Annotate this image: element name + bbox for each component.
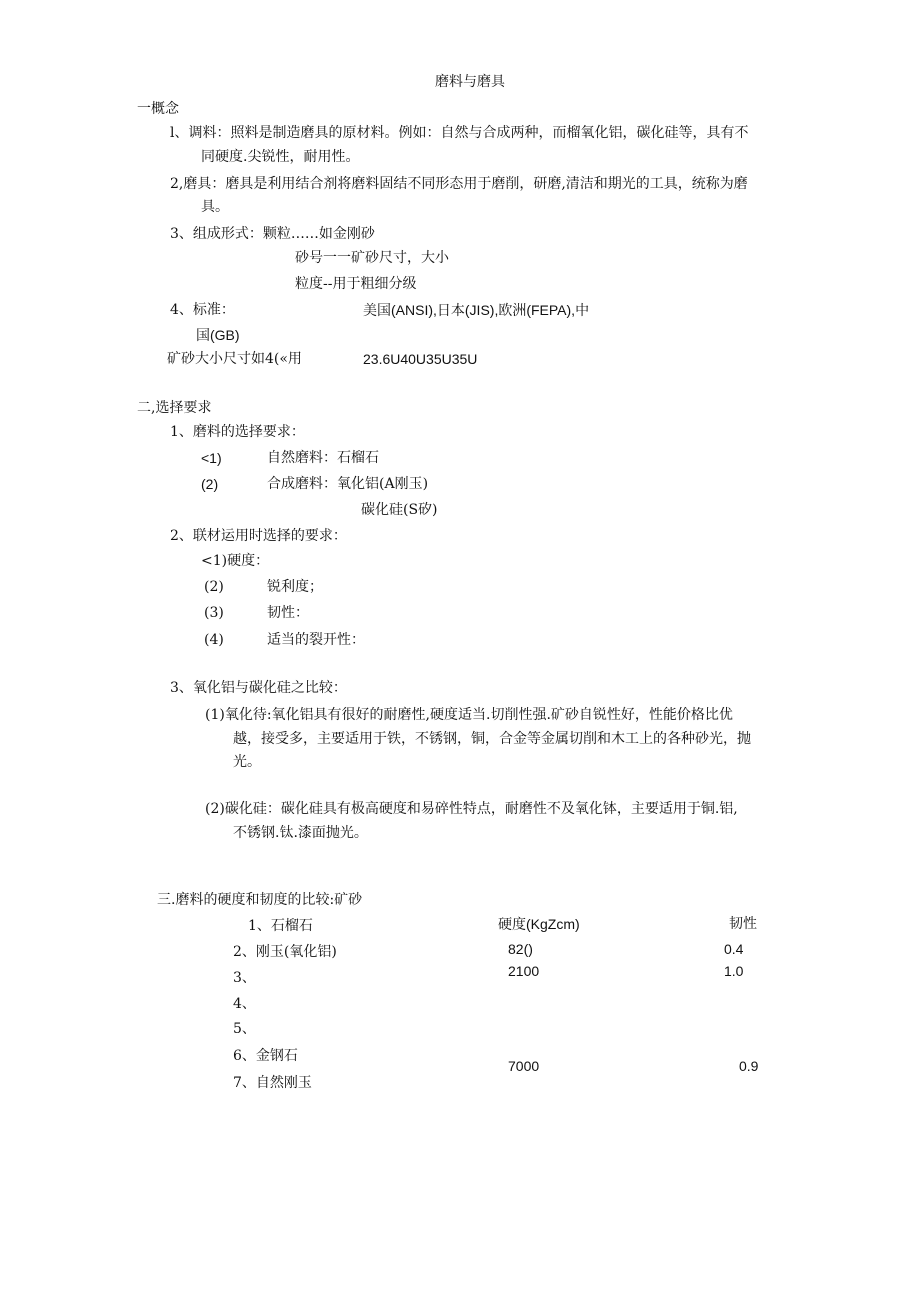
selection-sub-1-item-2-num: (2) [201, 476, 219, 492]
table-row-name: 3、 [233, 970, 256, 986]
concept-item-1-line-1: l、调料：照料是制造磨具的原材料。例如：自然与合成两种，而榴氧化铝，碳化硅等，具有不 [170, 125, 749, 141]
concept-item-3-sub-2: 粒度--用于粗细分级 [295, 276, 417, 292]
section-heading-selection: 二,选择要求 [137, 400, 212, 416]
comparison-para-2-line-2: 不锈钢.钛.漆面抛光。 [233, 825, 368, 841]
selection-sub-1-heading: 1、磨料的选择要求： [170, 424, 305, 440]
column-header-toughness: 韧性 [729, 916, 757, 932]
selection-sub-2-item-1: <1)硬度： [201, 553, 270, 569]
comparison-para-1-line-2: 越，接受多，主要适用于铁，不锈钢，铜，合金等金属切削和木工上的各种砂光，抛 [233, 731, 751, 747]
table-row-name: 1、石榴石 [248, 918, 313, 934]
selection-sub-3-heading: 3、氧化铝与碳化硅之比较： [170, 680, 347, 696]
selection-sub-1-item-2-text: 合成磨料：氧化铝(A刚玉) [267, 476, 429, 492]
column-header-hardness: 硬度(KgZcm) [498, 916, 580, 932]
table-row-hardness: 7000 [508, 1058, 540, 1074]
section-heading-concept: 一概念 [137, 101, 179, 117]
comparison-para-1-line-3: 光。 [233, 754, 261, 770]
selection-sub-1-continued: 碳化硅(S矽) [361, 502, 438, 518]
concept-item-5-value: 23.6U40U35U35U [363, 351, 478, 367]
table-row-hardness: 2100 [508, 963, 540, 979]
selection-sub-2-item-3-text: 韧性： [267, 605, 309, 621]
table-row-toughness: 1.0 [724, 963, 744, 979]
concept-item-3-sub-1: 砂号一一矿砂尺寸，大小 [295, 250, 449, 266]
section-heading-hardness: 三.磨料的硬度和韧度的比较:矿砂 [157, 892, 363, 908]
concept-item-5-label: 矿砂大小尺寸如4(«用 [167, 351, 302, 367]
selection-sub-1-item-1-num: <1) [201, 450, 222, 466]
selection-sub-2-item-4-text: 适当的裂开性： [267, 632, 365, 648]
selection-sub-2-item-3-num: (3) [204, 605, 224, 621]
concept-item-4-continued: 国(GB) [196, 327, 240, 343]
selection-sub-1-item-1-text: 自然磨料：石榴石 [267, 450, 379, 466]
table-row-toughness: 0.9 [739, 1058, 759, 1074]
selection-sub-2-heading: 2、联材运用时选择的要求： [170, 528, 347, 544]
table-row-name: 2、刚玉(氧化铝) [233, 944, 337, 960]
selection-sub-2-item-2-text: 锐利度； [267, 579, 323, 595]
table-row-name: 5、 [233, 1021, 256, 1037]
concept-item-2-line-2: 具。 [201, 199, 229, 215]
concept-item-1-line-2: 同硬度.尖锐性，耐用性。 [201, 149, 360, 165]
concept-item-3-label: 3、组成形式：颗粒……如金刚砂 [170, 226, 375, 242]
concept-item-4-label: 4、标准： [170, 302, 235, 318]
table-row-name: 4、 [233, 996, 256, 1012]
page-title: 磨料与磨具 [435, 74, 505, 90]
concept-item-4-value: 美国(ANSI),日本(JIS),欧洲(FEPA),中 [363, 302, 590, 318]
comparison-para-2-line-1: (2)碳化硅：碳化硅具有极高硬度和易碎性特点，耐磨性不及氧化钵，主要适用于铜.铝, [205, 801, 738, 817]
table-row-name: 7、自然刚玉 [233, 1075, 312, 1091]
concept-item-2-line-1: 2,磨具：磨具是利用结合剂将磨料固结不同形态用于磨削，研磨,清洁和期光的工具，统称为磨 [170, 176, 748, 192]
table-row-toughness: 0.4 [724, 941, 744, 957]
table-row-hardness: 82() [508, 941, 533, 957]
selection-sub-2-item-2-num: (2) [204, 579, 224, 595]
comparison-para-1-line-1: (1)氧化待:氧化铝具有很好的耐磨性,硬度适当.切削性强.矿砂自锐性好，性能价格比优 [205, 707, 733, 723]
selection-sub-2-item-4-num: (4) [204, 632, 224, 648]
table-row-name: 6、金钢石 [233, 1048, 298, 1064]
